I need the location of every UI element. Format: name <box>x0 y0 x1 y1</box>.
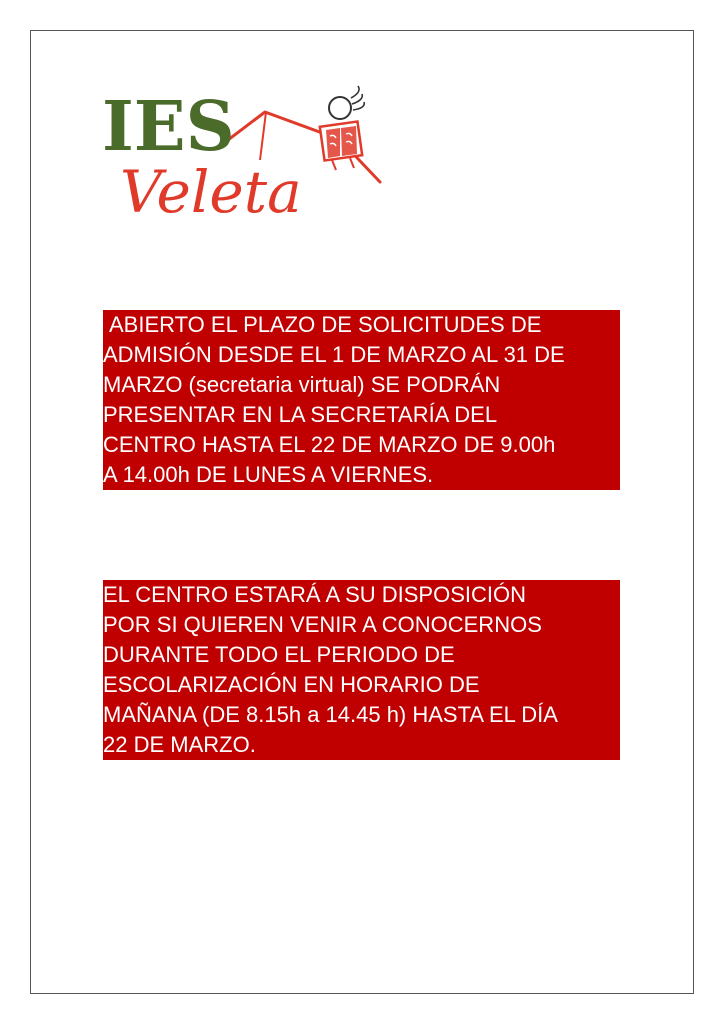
notice-line: ADMISIÓN DESDE EL 1 DE MARZO AL 31 DE <box>103 340 620 370</box>
notice-line: A 14.00h DE LUNES A VIERNES. <box>103 460 620 490</box>
admission-notice <box>101 310 622 490</box>
notice-line: MARZO (secretaria virtual) SE PODRÁN <box>103 370 620 400</box>
notice-line: ABIERTO EL PLAZO DE SOLICITUDES DE <box>103 310 620 340</box>
school-logo <box>100 84 390 224</box>
notice-line: DURANTE TODO EL PERIODO DE <box>103 640 620 670</box>
notice-line: ESCOLARIZACIÓN EN HORARIO DE <box>103 670 620 700</box>
notice-line: EL CENTRO ESTARÁ A SU DISPOSICIÓN <box>103 580 620 610</box>
notice-line: POR SI QUIEREN VENIR A CONOCERNOS <box>103 610 620 640</box>
visit-notice <box>101 580 622 760</box>
notice-line: 22 DE MARZO. <box>103 730 620 760</box>
notice-line: PRESENTAR EN LA SECRETARÍA DEL <box>103 400 620 430</box>
notice-line: CENTRO HASTA EL 22 DE MARZO DE 9.00h <box>103 430 620 460</box>
notice-line: MAÑANA (DE 8.15h a 14.45 h) HASTA EL DÍA <box>103 700 620 730</box>
logo-ies-text: IES <box>102 87 235 167</box>
logo-veleta-text: Veleta <box>120 158 302 224</box>
